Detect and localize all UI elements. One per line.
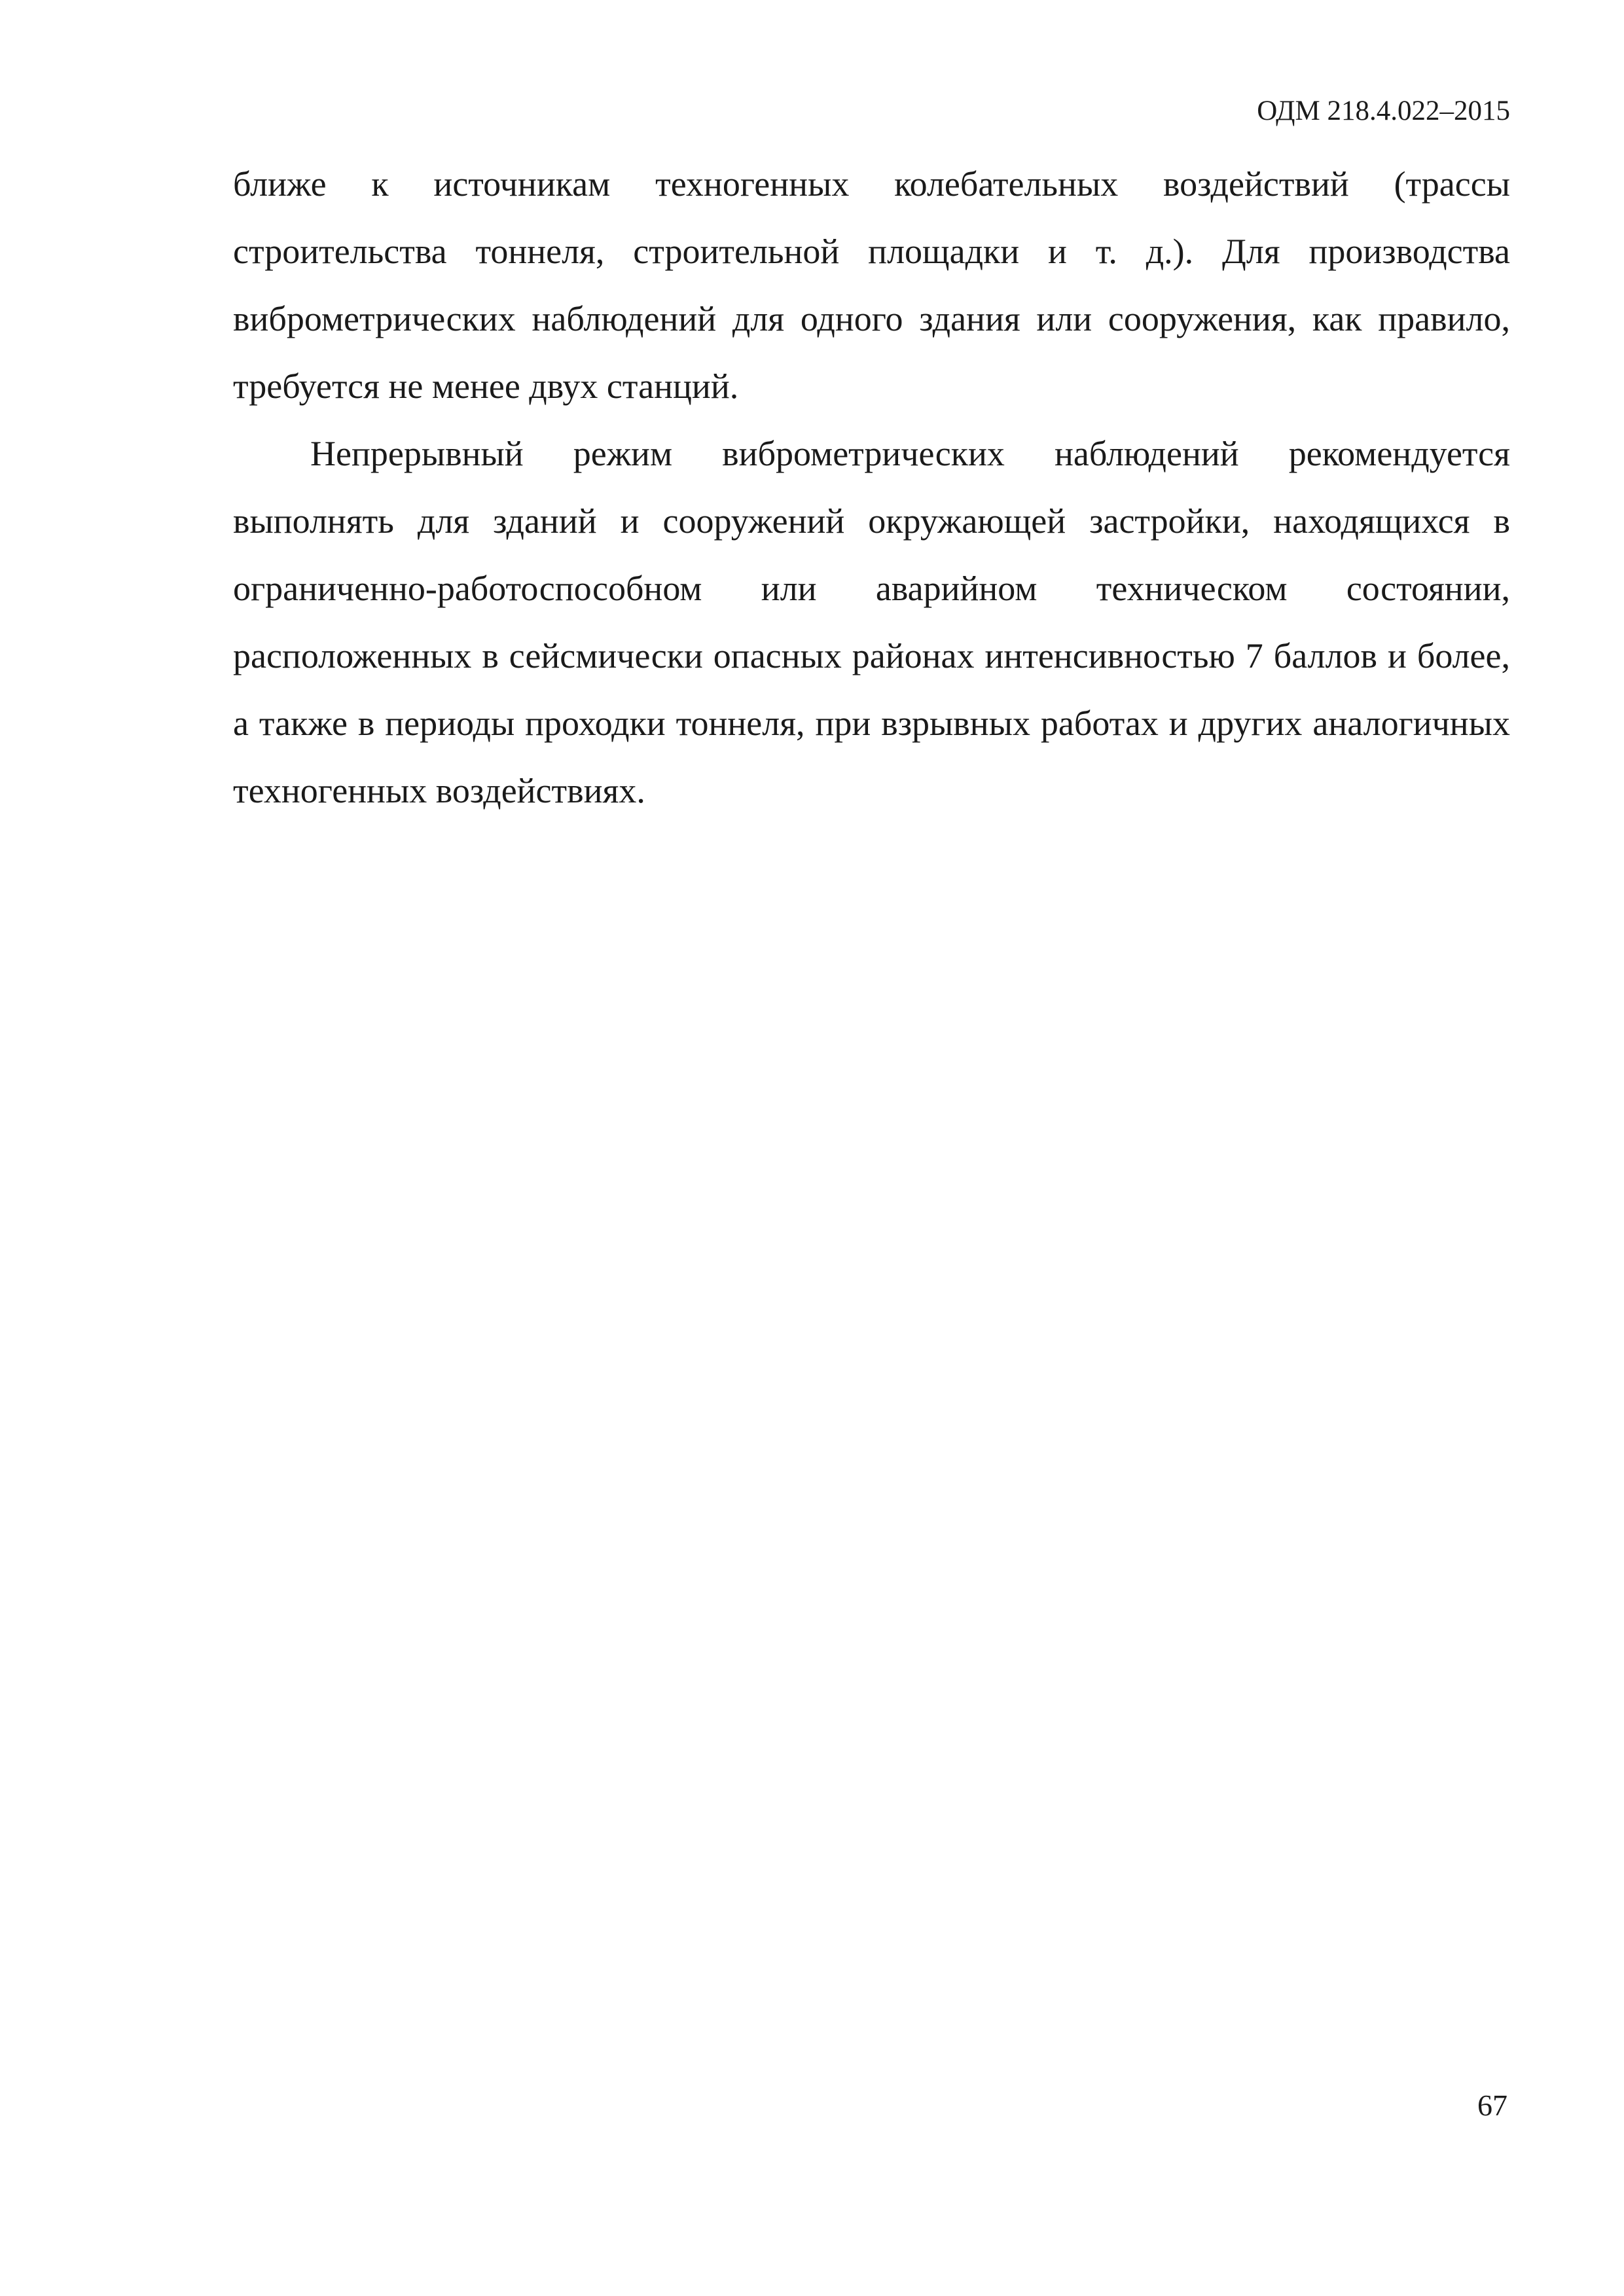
document-code-header: ОДМ 218.4.022–2015 (1257, 96, 1510, 126)
paragraph-continuation: ближе к источникам техногенных колебательных воздействий (трассы строительства тоннеля, строительной площадки и т. д.). Для производства виброметрических наблюдений для одного здания или сооружения, как правило, требуется не менее двух станций. (233, 164, 1510, 406)
paragraph-continuous-monitoring: Непрерывный режим виброметрических наблюдений рекомендуется выполнять для зданий и сооружений окружающей застройки, находящихся в ограниченно-работоспособном или аварийном техническом состоянии, расположенных в сейсмически опасных районах интенсивностью 7 баллов и более, а также в периоды проходки тоннеля, при взрывных работах и других аналогичных техногенных воздействиях. (233, 434, 1510, 810)
body-text (233, 151, 1510, 825)
page-number: 67 (1477, 2089, 1507, 2122)
